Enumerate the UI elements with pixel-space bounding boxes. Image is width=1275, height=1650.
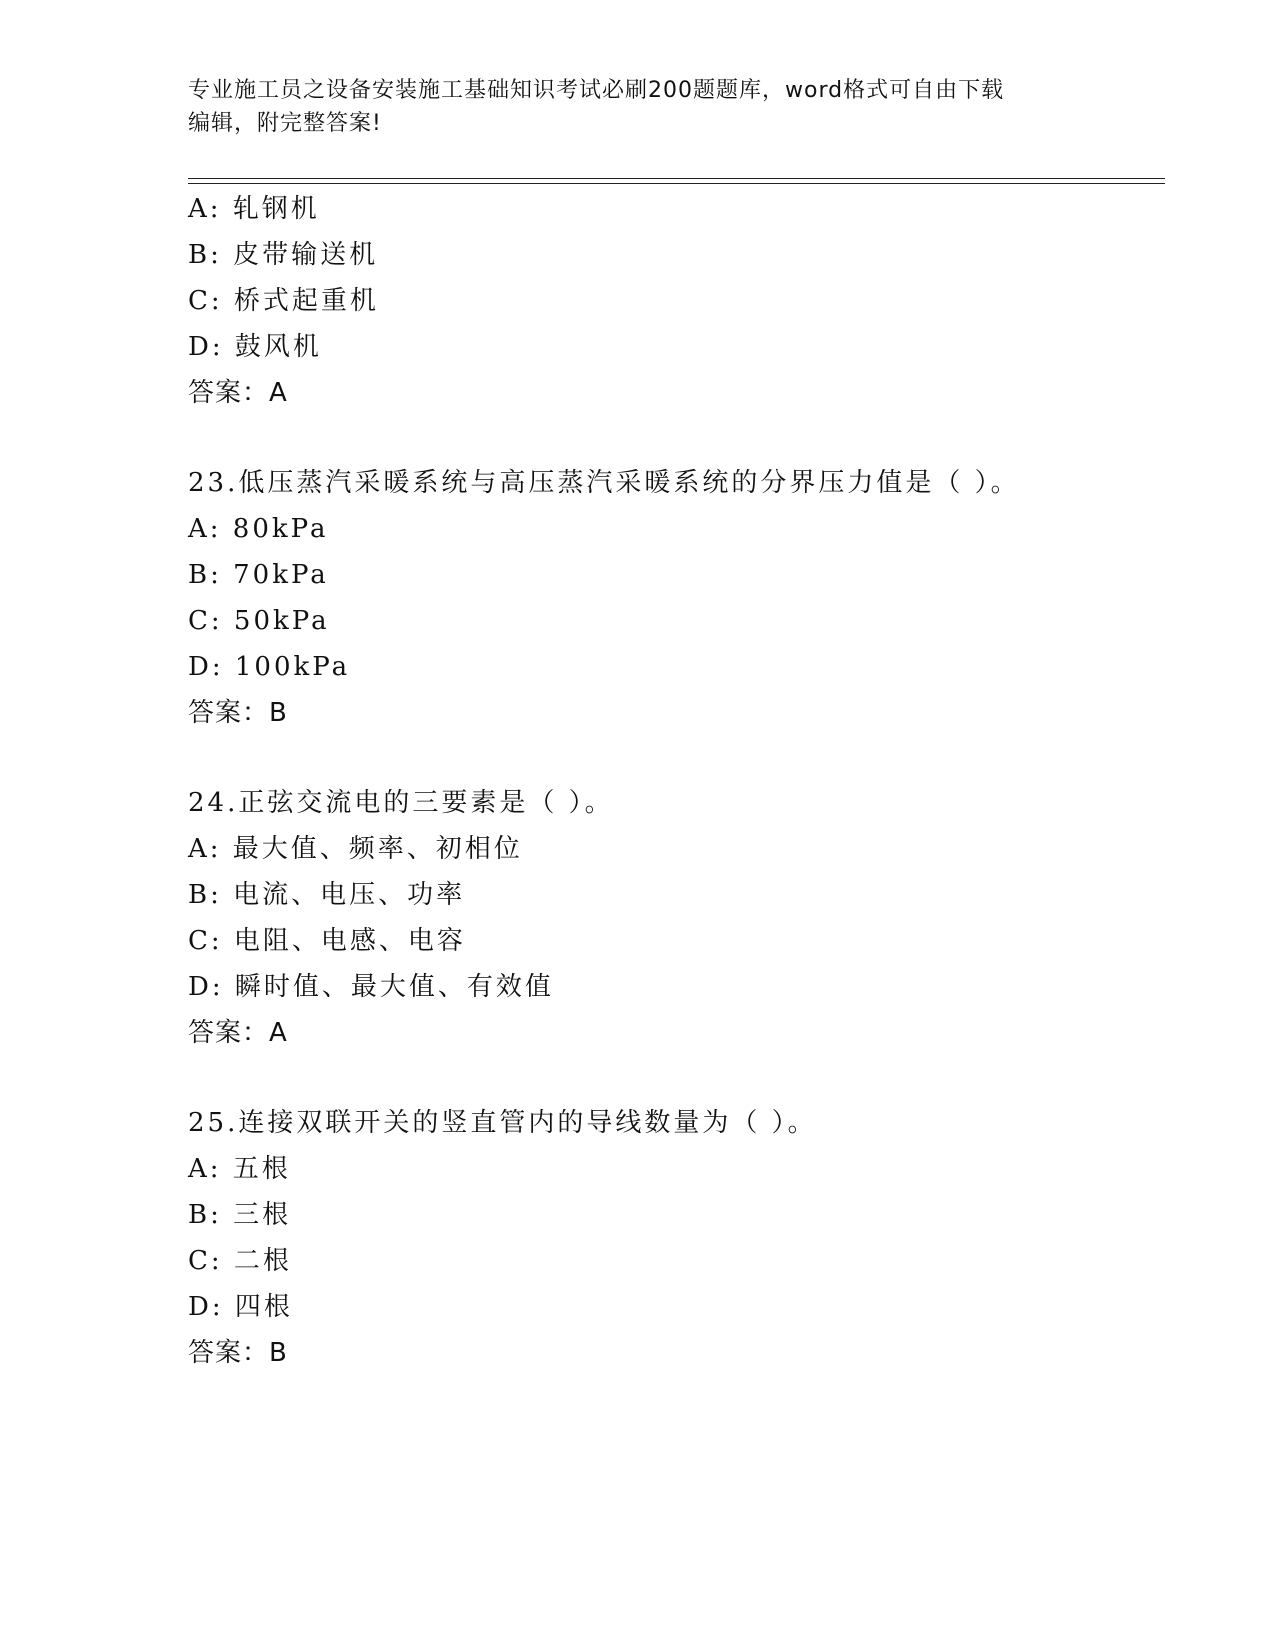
q24-answer: 答案：A bbox=[188, 1018, 288, 1048]
question-25-block bbox=[188, 1100, 1168, 1376]
q22-option-c: C: 桥式起重机 bbox=[188, 286, 379, 316]
question-24-block bbox=[188, 780, 1168, 1056]
document-header bbox=[188, 74, 1088, 140]
q22-option-b: B: 皮带输送机 bbox=[188, 240, 379, 270]
q24-option-c: C: 电阻、电感、电容 bbox=[188, 926, 466, 956]
q24-option-b: B: 电流、电压、功率 bbox=[188, 880, 466, 910]
question-23-block bbox=[188, 460, 1168, 736]
header-rule-bottom bbox=[188, 183, 1165, 184]
q24-question: 24.正弦交流电的三要素是（ ）。 bbox=[188, 788, 614, 818]
q24-option-a: A: 最大值、频率、初相位 bbox=[188, 834, 523, 864]
question-22-block bbox=[188, 186, 1168, 416]
q22-option-a: A: 轧钢机 bbox=[188, 194, 320, 224]
q25-option-b: B: 三根 bbox=[188, 1200, 292, 1230]
header-line-1: 专业施工员之设备安装施工基础知识考试必刷200题题库，word格式可自由下载 bbox=[188, 78, 1005, 103]
q23-option-d: D: 100kPa bbox=[188, 652, 351, 682]
q23-option-c: C: 50kPa bbox=[188, 606, 330, 636]
q23-question: 23.低压蒸汽采暖系统与高压蒸汽采暖系统的分界压力值是（ ）。 bbox=[188, 468, 1020, 498]
q24-option-d: D: 瞬时值、最大值、有效值 bbox=[188, 972, 554, 1002]
q23-option-b: B: 70kPa bbox=[188, 560, 329, 590]
q23-option-a: A: 80kPa bbox=[188, 514, 329, 544]
header-line-2: 编辑，附完整答案! bbox=[188, 111, 382, 136]
q25-option-c: C: 二根 bbox=[188, 1246, 292, 1276]
q22-option-d: D: 鼓风机 bbox=[188, 332, 322, 362]
q25-option-a: A: 五根 bbox=[188, 1154, 291, 1184]
q25-option-d: D: 四根 bbox=[188, 1292, 293, 1322]
q25-question: 25.连接双联开关的竖直管内的导线数量为（ ）。 bbox=[188, 1108, 817, 1138]
q22-answer: 答案：A bbox=[188, 378, 288, 408]
q23-answer: 答案：B bbox=[188, 698, 288, 728]
header-rule-top bbox=[188, 178, 1165, 179]
q25-answer: 答案：B bbox=[188, 1338, 288, 1368]
